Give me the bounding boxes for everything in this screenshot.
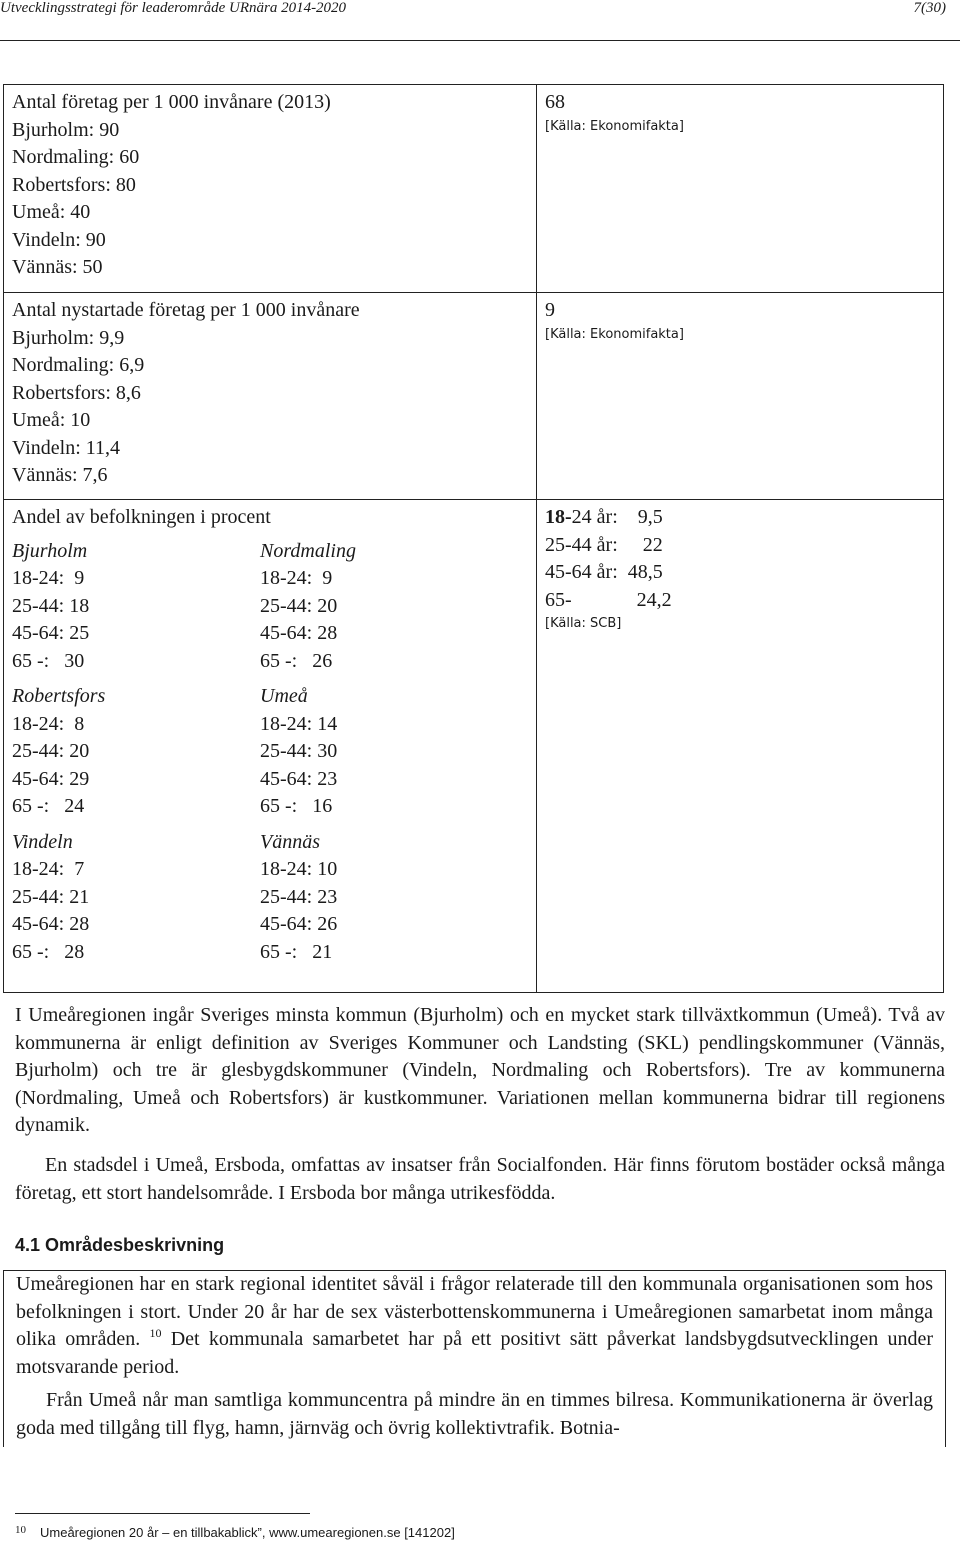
municipality-grid <box>12 532 528 969</box>
companies-value-cell <box>537 85 944 293</box>
age-row: 45-64 år: 48,5 <box>545 561 663 583</box>
list-item: Nordmaling: 60 <box>12 146 140 168</box>
list-item: Vindeln: 90 <box>12 228 106 251</box>
new-companies-value-cell <box>537 293 944 500</box>
list-item: 65 -: 30 <box>12 649 85 672</box>
municipality-name: Bjurholm <box>12 539 88 562</box>
list-item: 45-64: 23 <box>260 767 338 790</box>
list-item: Robertsfors: 80 <box>12 173 136 196</box>
age-value: 24 år: 9,5 <box>571 506 663 528</box>
municipality-name: Vindeln <box>12 830 73 853</box>
list-item: 45-64: 25 <box>12 622 90 644</box>
table-row <box>4 293 944 500</box>
list-item: 25-44: 30 <box>260 740 338 762</box>
paragraph <box>4 1271 933 1381</box>
list-item: 45-64: 29 <box>12 767 90 790</box>
municipality-block-umea <box>260 683 508 821</box>
age-row: 25-44 år: 22 <box>545 533 663 556</box>
table-row <box>4 85 944 293</box>
municipality-name: Nordmaling <box>260 539 356 562</box>
row-heading: Antal företag per 1 000 invånare (2013) <box>12 91 331 113</box>
document-title: Utvecklingsstrategi för leaderområde URnära 2014-2020 <box>0 0 347 16</box>
municipality-block-vindeln <box>12 829 260 967</box>
population-total-cell <box>537 500 944 993</box>
list-item: 45-64: 26 <box>260 913 338 935</box>
source-note: [Källa: SCB] <box>545 616 622 631</box>
list-item: Nordmaling: 6,9 <box>12 354 145 376</box>
list-item: 65 -: 26 <box>260 649 333 672</box>
companies-per-capita-cell <box>4 85 537 293</box>
row-heading: Andel av befolkningen i procent <box>12 506 271 528</box>
table-row <box>4 500 944 993</box>
municipality-block-nordmaling <box>260 538 508 676</box>
statistics-table <box>3 84 944 993</box>
list-item: Umeå: 10 <box>12 409 91 431</box>
municipality-block-robertsfors <box>12 683 260 821</box>
row-heading: Antal nystartade företag per 1 000 invånare <box>12 299 360 321</box>
paragraph: I Umeåregionen ingår Sveriges minsta kommun (Bjurholm) och en mycket stark tillväxtkommun (Umeå). Två av kommunerna är enligt definition av Sveriges Kommuner och Landsting (SKL) pendlingskommuner (Vännäs, Bjurholm) och tre är glesbygdskommuner (Vindeln, Nordmaling och Robertsfors). Tre av kommunerna (Nordmaling, Umeå och Robertsfors) är kustkommuner. Variationen mellan kommunerna bidrar till regionens dynamik. <box>15 1004 945 1136</box>
footnote-ref[interactable]: 10 <box>149 1326 162 1340</box>
list-item: 18-24: 9 <box>12 567 85 589</box>
list-item: 65 -: 16 <box>260 795 333 817</box>
footnote-divider <box>15 1513 310 1514</box>
list-item: Robertsfors: 8,6 <box>12 381 141 404</box>
municipality-block-vannas <box>260 829 508 967</box>
list-item: Vännäs: 50 <box>12 256 103 278</box>
list-item: 18-24: 7 <box>12 858 85 880</box>
list-item: Bjurholm: 9,9 <box>12 326 125 349</box>
footnote <box>15 1524 455 1540</box>
stat-value: 68 <box>545 91 565 113</box>
list-item: 25-44: 18 <box>12 594 90 617</box>
footnote-number: 10 <box>15 1524 26 1536</box>
list-item: 25-44: 20 <box>12 740 90 762</box>
age-row: 65- 24,2 <box>545 588 672 611</box>
source-note: [Källa: Ekonomifakta] <box>545 118 684 134</box>
list-item: Bjurholm: 90 <box>12 118 120 141</box>
age-bold: 18- <box>545 506 572 528</box>
new-companies-cell <box>4 293 537 500</box>
list-item: 45-64: 28 <box>260 622 338 644</box>
source-note: [Källa: Ekonomifakta] <box>545 326 684 342</box>
list-item: Vindeln: 11,4 <box>12 436 121 459</box>
stat-value: 9 <box>545 299 555 321</box>
paragraph-text: Umeåregionen har en stark regional identitet såväl i frågor relaterade till den kommunala organisationen som hos befolkningen i stort. Under 20 år har de sex västerbottenskommunerna i Umeåregionen samarbetat inom många olika områden. <box>16 1273 933 1350</box>
age-row <box>545 504 935 532</box>
list-item: 18-24: 9 <box>260 567 333 589</box>
list-item: 65 -: 21 <box>260 940 333 963</box>
population-share-cell <box>4 500 537 993</box>
page-number: 7(30) <box>913 0 946 16</box>
list-item: 18-24: 10 <box>260 858 338 880</box>
list-item: 25-44: 23 <box>260 885 338 908</box>
municipality-name: Robertsfors <box>12 685 106 707</box>
municipality-name: Umeå <box>260 685 308 707</box>
paragraph-text: Det kommunala samarbetet har på ett positivt sätt påverkat landsbygdsutvecklingen under motsvarande period. <box>16 1328 934 1378</box>
section-box <box>3 1270 946 1447</box>
paragraph: En stadsdel i Umeå, Ersboda, omfattas av insatser från Socialfonden. Här finns förutom bostäder också många företag, ett stort handelsområde. I Ersboda bor många utrikesfödda. <box>15 1154 945 1204</box>
footnote-text: Umeåregionen 20 år – en tillbakablick”, www.umearegionen.se [141202] <box>40 1525 455 1540</box>
list-item: Umeå: 40 <box>12 201 91 223</box>
paragraph: Från Umeå når man samtliga kommuncentra på mindre än en timmes bilresa. Kommunikationerna är överlag goda med tillgång till flyg, hamn, järnväg och övrig kollektivtrafik. Botnia- <box>16 1389 933 1439</box>
list-item: 45-64: 28 <box>12 913 90 935</box>
list-item: 65 -: 24 <box>12 795 85 817</box>
page-header <box>0 0 960 41</box>
list-item: 18-24: 8 <box>12 712 85 735</box>
municipality-name: Vännäs <box>260 830 320 853</box>
list-item: 25-44: 21 <box>12 885 90 908</box>
municipality-block-bjurholm <box>12 538 260 676</box>
list-item: 25-44: 20 <box>260 594 338 617</box>
list-item: 18-24: 14 <box>260 712 338 735</box>
section-heading: 4.1 Områdesbeskrivning <box>15 1235 225 1255</box>
list-item: 65 -: 28 <box>12 940 85 963</box>
list-item: Vännäs: 7,6 <box>12 464 108 486</box>
